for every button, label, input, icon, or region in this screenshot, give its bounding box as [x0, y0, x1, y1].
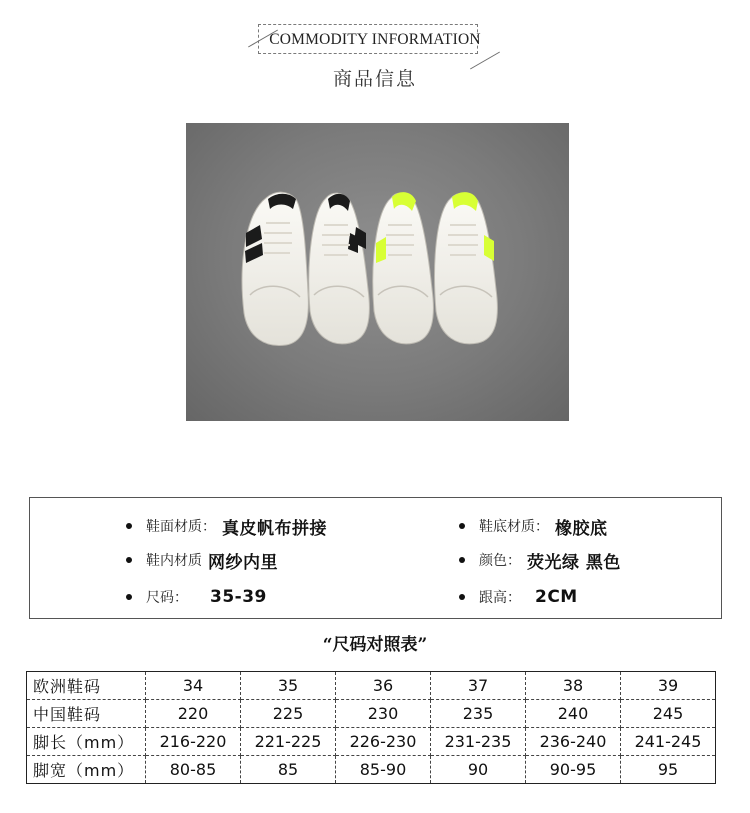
info-label: 尺码：	[146, 590, 188, 606]
info-row	[30, 548, 721, 572]
info-label: 鞋面材质：	[146, 519, 216, 535]
info-value: 网纱内里	[208, 552, 278, 573]
table-cell: 85	[241, 756, 336, 784]
bullet-icon	[459, 523, 465, 529]
info-lining-material	[126, 548, 278, 572]
size-chart-title: “尺码对照表”	[322, 635, 428, 655]
info-label: 跟高：	[479, 590, 521, 606]
table-cell: 221-225	[241, 728, 336, 756]
product-info-box	[29, 497, 722, 619]
table-cell: 80-85	[146, 756, 241, 784]
table-cell: 95	[657, 760, 679, 779]
table-cell: 34	[146, 672, 241, 700]
info-value: 荧光绿 黑色	[527, 552, 621, 573]
info-label: 颜色：	[479, 553, 521, 569]
bullet-icon	[126, 557, 132, 563]
table-cell: 90-95	[526, 756, 621, 784]
sneaker-black-right	[309, 193, 370, 344]
info-value: 35-39	[210, 587, 267, 607]
table-row	[27, 756, 716, 784]
table-cell: 240	[526, 700, 621, 728]
product-photo	[186, 123, 569, 421]
info-color	[459, 548, 621, 572]
table-cell: 231-235	[431, 728, 526, 756]
info-heel-height	[459, 585, 578, 609]
table-cell: 236-240	[526, 728, 621, 756]
table-cell: 85-90	[336, 756, 431, 784]
sneaker-black-left	[242, 192, 308, 345]
table-cell: 235	[431, 700, 526, 728]
table-row	[27, 672, 716, 700]
sneaker-neon-left	[373, 192, 434, 344]
header-subtitle: 商品信息	[332, 68, 417, 90]
row-header: 中国鞋码	[27, 700, 146, 728]
row-header: 欧洲鞋码	[27, 672, 146, 700]
info-sole-material	[459, 514, 608, 538]
info-size	[126, 585, 267, 609]
bullet-icon	[126, 594, 132, 600]
table-row	[27, 728, 716, 756]
table-cell: 225	[241, 700, 336, 728]
info-value: 真皮帆布拼接	[222, 518, 327, 539]
row-header: 脚长（mm）	[27, 728, 146, 756]
info-row	[30, 514, 721, 538]
table-cell: 36	[336, 672, 431, 700]
bullet-icon	[459, 594, 465, 600]
table-cell: 220	[146, 700, 241, 728]
table-cell: 39	[621, 672, 716, 700]
size-chart-table	[26, 671, 716, 784]
bullet-icon	[459, 557, 465, 563]
table-row	[27, 700, 716, 728]
info-row	[30, 585, 721, 609]
info-value: 橡胶底	[555, 518, 608, 539]
info-label: 鞋底材质：	[479, 519, 549, 535]
table-cell: 226-230	[336, 728, 431, 756]
table-cell: 37	[431, 672, 526, 700]
info-value: 2CM	[535, 587, 578, 607]
table-cell: 38	[526, 672, 621, 700]
table-cell: 241-245	[621, 728, 716, 756]
table-cell: 90	[431, 756, 526, 784]
bullet-icon	[126, 523, 132, 529]
section-header	[248, 22, 502, 56]
table-cell: 35	[241, 672, 336, 700]
row-header: 脚宽（mm）	[27, 756, 146, 784]
info-upper-material	[126, 514, 327, 538]
table-cell: 230	[336, 700, 431, 728]
sneakers-illustration	[186, 123, 569, 421]
table-cell: 245	[621, 700, 716, 728]
info-label: 鞋内材质	[146, 553, 202, 569]
header-title: COMMODITY INFORMATION	[269, 31, 481, 48]
table-cell: 216-220	[146, 728, 241, 756]
sneaker-neon-right	[435, 192, 498, 344]
